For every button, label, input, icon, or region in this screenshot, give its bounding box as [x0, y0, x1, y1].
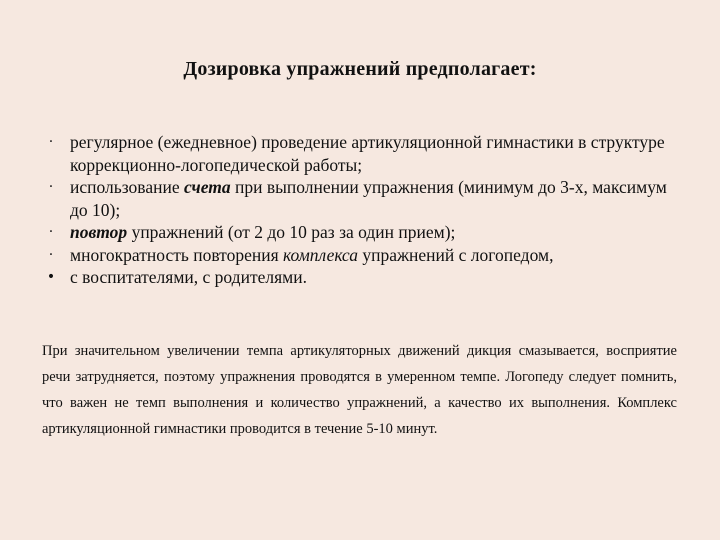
bullet-text-after: при выполнении упражнения (минимум до 3-х, максимум до 10); [70, 177, 667, 220]
slide-title: Дозировка упражнений предполагает: [183, 58, 537, 80]
bullet-emphasis: счета [183, 177, 231, 197]
bullet-text-after: упражнений с логопедом, [357, 244, 554, 265]
bullet-item [42, 221, 682, 244]
bullet-marker: · [48, 224, 54, 240]
bullet-item [42, 244, 682, 267]
bullet-list [42, 131, 682, 289]
body-paragraph: При значительном увеличении темпа артикуляторных движений дикция смазывается, восприятие речи затрудняется, поэтому упражнения проводятся в умеренном темпе. Логопеду следует помнить, что важен не темп выполнения и количество упражнений, а качество их выполнения. Комплекс артикуляционной гимнастики проводится в течение 5-10 минут. [42, 343, 677, 437]
bullet-emphasis: повтор [70, 222, 128, 242]
bullet-text-before: использование [70, 177, 184, 197]
bullet-text-before: многократность повторения [70, 244, 283, 265]
bullet-item [42, 176, 682, 221]
bullet-emphasis: комплекса [283, 244, 358, 265]
bullet-marker: • [46, 269, 56, 285]
bullet-item [42, 131, 682, 176]
bullet-marker: · [48, 246, 54, 263]
bullet-item [42, 266, 682, 289]
bullet-text: регулярное (ежедневное) проведение артикуляционной гимнастики в структуре коррекционно-логопедической работы; [70, 132, 665, 175]
bullet-text-after: упражнений (от 2 до 10 раз за один прием); [127, 222, 456, 242]
bullet-marker: · [48, 179, 54, 195]
bullet-text: с воспитателями, с родителями. [70, 267, 307, 287]
bullet-marker: · [48, 134, 54, 150]
